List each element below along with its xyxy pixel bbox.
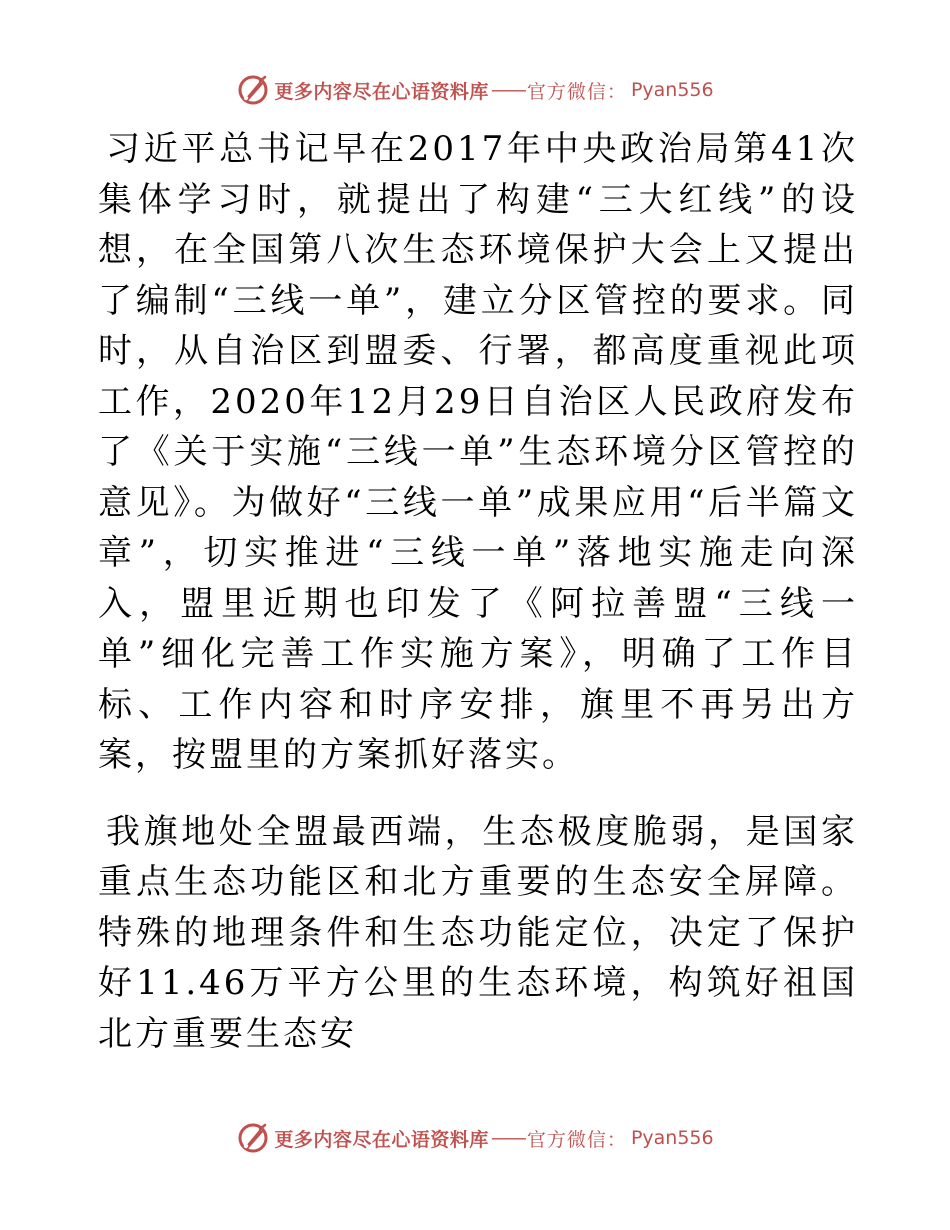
paragraph-1: 习近平总书记早在2017年中央政治局第41次集体学习时，就提出了构建“三大红线”的设想，在全国第八次生态环境保护大会上又提出了编制“三线一单”，建立分区管控的要求。同时，从自治区到盟委、行署，都高度重视此项工作，2020年12月29日自治区人民政府发布了《关于实施“三线一单”生态环境分区管控的意见》。为做好“三线一单”成果应用“后半篇文章”，切实推进“三线一单”落地实施走向深入，盟里近期也印发了《阿拉善盟“三线一单”细化完善工作实施方案》，明确了工作目标、工作内容和时序安排，旗里不再另出方案，按盟里的方案抓好落实。 (98, 129, 858, 775)
quill-logo-icon (236, 73, 270, 107)
document-body (98, 124, 858, 1059)
banner-dash: —— (490, 79, 525, 101)
banner-wechat-label: 官方微信： (526, 80, 627, 103)
footer-banner (0, 1118, 950, 1158)
header-banner (0, 70, 950, 110)
paragraph-2: 我旗地处全盟最西端，生态极度脆弱，是国家重点生态功能区和北方重要的生态安全屏障。特殊的地理条件和生态功能定位，决定了保护好11.46万平方公里的生态环境，构筑好祖国北方重要生态安 (98, 811, 858, 1054)
banner-brand-text: 更多内容尽在心语资料库 (274, 1128, 489, 1151)
banner-brand-text: 更多内容尽在心语资料库 (274, 80, 489, 103)
banner-dash: —— (490, 1127, 525, 1149)
banner-wechat-id: Pyan556 (630, 1127, 714, 1149)
banner-wechat-id: Pyan556 (630, 79, 714, 101)
banner-wechat-label: 官方微信： (526, 1128, 627, 1151)
quill-logo-icon (236, 1121, 270, 1155)
